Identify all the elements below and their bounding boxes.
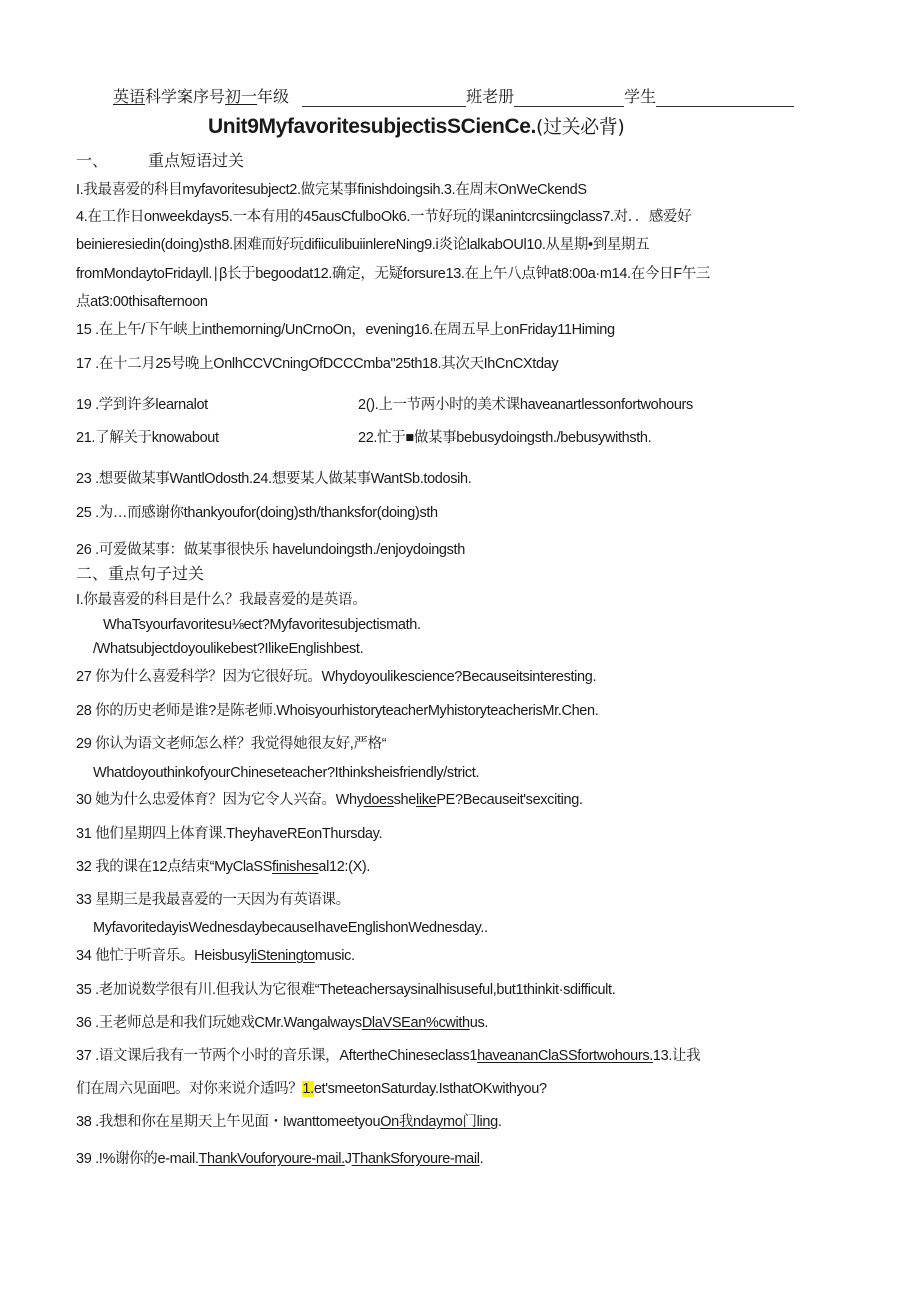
sentence-item: [76, 1013, 488, 1033]
sentence-item: [76, 1149, 483, 1169]
sentence-item: [76, 857, 370, 877]
title-chinese: (过关必背): [535, 116, 625, 138]
phrase-item: 21.了解关于knowabout: [76, 430, 219, 446]
sentence-text: 37 .语文课后我有一节两个小时的音乐课，AftertheChineseclass1: [76, 1048, 478, 1064]
sentence-en: WhatdoyouthinkofyourChineseteacher?Ithinksheisfriendly/strict.: [93, 765, 480, 781]
title-english: Unit9MyfavoritesubjectisSCienCe.: [208, 115, 536, 138]
sentence-text: 36 .王老师总是和我们玩她戏CMr.Wangalways: [76, 1015, 362, 1031]
section-heading-sentences: 二、重点句子过关: [76, 564, 205, 583]
sentence-text: J: [344, 1151, 352, 1167]
sentence-item: [76, 1112, 502, 1132]
section-name: 重点短语过关: [148, 151, 245, 170]
sentence-text: .: [497, 1114, 502, 1130]
grade-blank[interactable]: [302, 90, 466, 107]
sentence-text: us.: [469, 1015, 489, 1031]
underlined-word: does: [363, 792, 394, 808]
phrase-line: fromMondaytoFridayll.∣β长于begoodat12.确定，无疑forsure13.在上午八点钟at8:00a·m14.在今日F午三: [76, 266, 710, 282]
sentence-text: 34 他忙于听音乐。Heisbusy: [76, 948, 251, 964]
phrase-line: 25 .为…而感谢你thankyoufor(doing)sth/thanksfor(doing)sth: [76, 505, 438, 521]
grade-label: 年级: [257, 87, 290, 106]
sentence-item: 31 他们星期四上体育课.TheyhaveREonThursday.: [76, 826, 383, 842]
grade-value: 初一: [225, 87, 258, 106]
phrase-line: 15 .在上午/下午峡上inthemorning/UnCrnoOn，evening16.在周五早上onFriday11Himing: [76, 322, 615, 338]
underlined-phrase: On我ndaymo门ling: [380, 1114, 498, 1130]
case-number-label: 科学案序号: [145, 87, 226, 106]
sentence-en: WhaTsyourfavoritesu⅛ect?Myfavoritesubjectismath.: [103, 617, 421, 633]
sentence-cn: I.你最喜爱的科目是什么？我最喜爱的是英语。: [76, 592, 367, 608]
sentence-text: 32 我的课在12点结束“MyClaSS: [76, 859, 273, 875]
underlined-word: DlaVSEan%cwith: [361, 1015, 470, 1031]
class-blank[interactable]: [514, 90, 624, 107]
sentence-text: et'smeetonSaturday.IsthatOKwithyou?: [313, 1081, 547, 1097]
underlined-word: finishes: [272, 859, 319, 875]
sentence-text: PE?Becauseit'sexciting.: [436, 792, 583, 808]
sentence-text: 30 她为什么忠爱体育？因为它令人兴奋。Why: [76, 792, 364, 808]
sentence-item: 27 你为什么喜爱科学？因为它很好玩。Whydoyoulikescience?Becauseitsinteresting.: [76, 669, 597, 685]
sentence-en: MyfavoritedayisWednesdaybecauseIhaveEnglishonWednesday..: [93, 920, 488, 936]
phrase-line: 17 .在十二月25号晚上OnlhCCVCningOfDCCCmba"25th18.其次天IhCnCXtday: [76, 356, 559, 372]
student-label: 学生: [624, 87, 657, 106]
section-number: 一、: [76, 151, 109, 170]
sentence-item: [76, 1046, 700, 1066]
underlined-phrase: haveananClaSSfortwohours.: [477, 1048, 653, 1064]
subject-label: 英语: [113, 87, 146, 106]
phrase-line: beinieresiedin(doing)sth8.困难而好玩difiiculibuiinlereNing9.i炎论lalkabOUl10.从星期•到星期五: [76, 237, 650, 253]
sentence-item: 35 .老加说数学很有川.但我认为它很难“Theteachersaysinalhisuseful,but1thinkit·sdifficult.: [76, 982, 616, 998]
highlighted-mark: 1.: [302, 1081, 314, 1097]
sentence-cn: 33 星期三是我最喜爱的一天因为有英语课。: [76, 892, 350, 908]
sentence-text: music.: [314, 948, 355, 964]
underlined-word: liStening: [251, 948, 304, 964]
underlined-phrase: ThankSforyoure-mail: [351, 1151, 480, 1167]
page-title: [208, 113, 624, 141]
phrase-line: 点at3:00thisafternoon: [76, 294, 208, 310]
sentence-cn: 29 你认为语文老师怎么样？我觉得她很友好,严格“: [76, 736, 387, 752]
section-heading-phrases: [76, 151, 244, 171]
class-teacher-label: 班老册: [466, 87, 515, 106]
phrase-line: 23 .想要做某事WantlOdosth.24.想要某人做某事WantSb.todosih.: [76, 471, 472, 487]
phrase-item: 2().上一节两小时的美术课haveanartlessonfortwohours: [358, 397, 693, 413]
sentence-text: she: [393, 792, 416, 808]
sentence-text: 39 .!%谢你的e-mail.: [76, 1151, 199, 1167]
student-name-blank[interactable]: [656, 90, 794, 107]
sentence-text: al12:(X).: [318, 859, 371, 875]
phrase-line: 26 .可爱做某事：做某事很快乐 havelundoingsth./enjoydoingsth: [76, 542, 465, 558]
worksheet-header: [113, 87, 794, 107]
phrase-item: 19 .学到许多learnalot: [76, 397, 208, 413]
sentence-text: .: [479, 1151, 484, 1167]
sentence-text: 们在周六见面吧。对你来说介适吗？: [76, 1081, 303, 1097]
sentence-continued: [76, 1079, 547, 1099]
sentence-en: /Whatsubjectdoyoulikebest?IlikeEnglishbest.: [93, 641, 364, 657]
sentence-item: [76, 790, 583, 810]
sentence-text: 13.让我: [652, 1048, 701, 1064]
underlined-word: to: [303, 948, 315, 964]
phrase-line: 4.在工作日onweekdays5.一本有用的45ausCfulboOk6.一节好玩的课anintcrcsiingclass7.对．．感爱好: [76, 209, 692, 225]
sentence-item: [76, 946, 355, 966]
sentence-item: 28 你的历史老师是谁?是陈老师.WhoisyourhistoryteacherMyhistoryteacherisMr.Chen.: [76, 703, 599, 719]
underlined-word: like: [416, 792, 437, 808]
sentence-text: 38 .我想和你在星期天上午见面・Iwanttomeetyou: [76, 1114, 381, 1130]
phrase-item: 22.忙于■做某事bebusydoingsth./bebusywithsth.: [358, 430, 652, 446]
underlined-phrase: ThankVouforyoure-mail.: [198, 1151, 345, 1167]
phrase-line: I.我最喜爱的科目myfavoritesubject2.做完某事finishdoingsih.3.在周末OnWeCkendS: [76, 182, 587, 198]
